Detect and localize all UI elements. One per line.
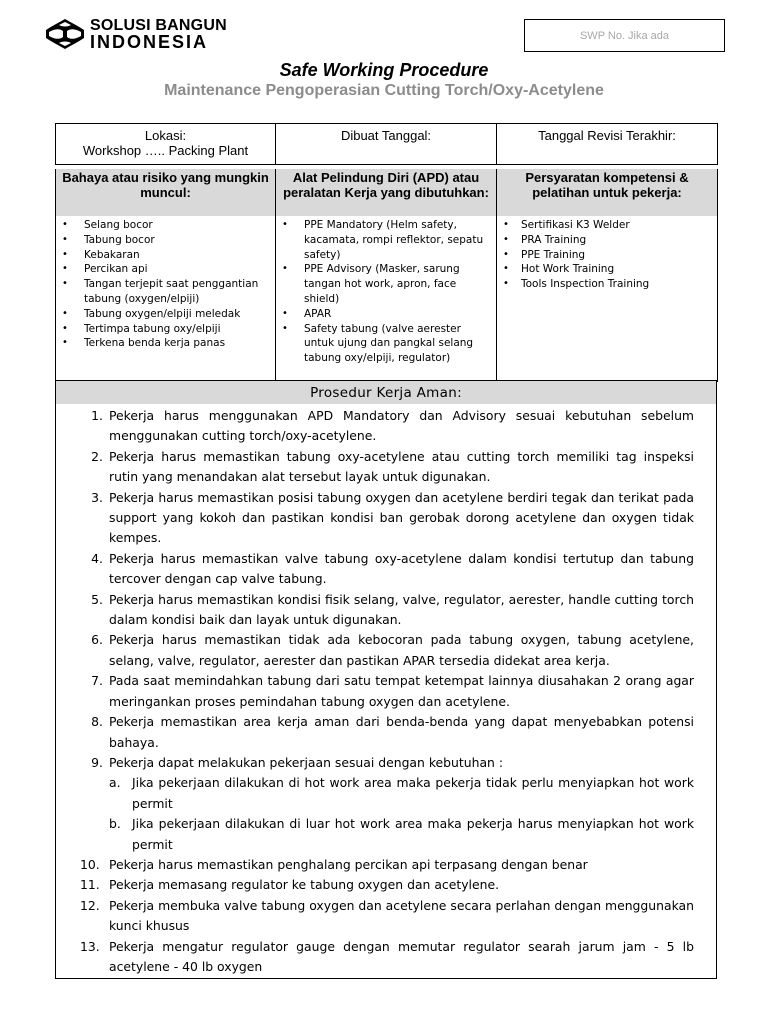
procedure-cell	[56, 381, 717, 979]
page-title: Safe Working Procedure	[279, 60, 489, 80]
list-item: • Percikan api	[60, 262, 271, 277]
list-item: • Selang bocor	[60, 218, 271, 233]
procedure-substep: b. Jika pekerjaan dilakukan di luar hot work area maka pekerja harus menyiapkan hot work permit	[109, 816, 694, 852]
list-item: • Kebakaran	[60, 248, 271, 263]
competency-list	[497, 216, 717, 296]
logo-mark-icon	[44, 17, 86, 51]
procedure-step: 4. Pekerja harus memastikan valve tabung oxy-acetylene dalam kondisi tertutup dan tabung tercover dengan cap valve tabung.	[91, 550, 694, 587]
procedure-step: 1. Pekerja harus menggunakan APD Mandatory dan Advisory sesuai kebutuhan sebelum menggunakan cutting torch/oxy-acetylene.	[91, 408, 694, 444]
procedure-substeps	[109, 773, 694, 855]
dibuat-label: Dibuat Tanggal:	[340, 128, 432, 143]
hazard-list	[56, 216, 275, 355]
procedure-table	[55, 380, 717, 979]
procedure-steps	[56, 404, 716, 977]
list-item: • PPE Advisory (Masker, sarung tangan hot work, apron, face shield)	[280, 262, 492, 306]
revisi-cell	[497, 124, 718, 165]
procedure-step: 8. Pekerja memastikan area kerja aman dari benda-benda yang dapat menyebabkan potensi bahaya.	[91, 714, 694, 750]
procedure-step: 13. Pekerja mengatur regulator gauge dengan memutar regulator searah jarum jam - 5 lb acetylene - 40 lb oxygen	[80, 938, 694, 974]
list-item: • Hot Work Training	[501, 262, 713, 277]
list-item: • PRA Training	[501, 233, 713, 248]
apd-header: Alat Pelindung Diri (APD) atau peralatan Kerja yang dibutuhkan:	[276, 169, 496, 216]
list-item: • Sertifikasi K3 Welder	[501, 218, 713, 233]
brand-line-1: SOLUSI BANGUN	[90, 17, 227, 34]
procedure-step: 3. Pekerja harus memastikan posisi tabung oxygen dan acetylene berdiri tegak dan terikat pada support yang kokoh dan pastikan kondisi ban gerobak dorong acetylene dan oxygen tidak kempes.	[91, 489, 694, 546]
brand-name	[90, 18, 227, 50]
company-logo	[44, 17, 227, 51]
list-item: • PPE Mandatory (Helm safety, kacamata, rompi reflektor, sepatu safety)	[280, 218, 492, 262]
procedure-step: 7. Pada saat memindahkan tabung dari satu tempat ketempat lainnya diusahakan 2 orang agar meringankan proses pemindahan tabung oxygen dan acetylene.	[91, 673, 694, 709]
hazard-header: Bahaya atau risiko yang mungkin muncul:	[56, 169, 275, 216]
competency-header: Persyaratan kompetensi & pelatihan untuk pekerja:	[497, 169, 717, 216]
dibuat-cell	[276, 124, 497, 165]
list-item: • Safety tabung (valve aerester untuk ujung dan pangkal selang tabung oxy/elpiji, regulator)	[280, 322, 492, 366]
list-item: • Tabung oxygen/elpiji meledak	[60, 307, 271, 322]
list-item: • Tools Inspection Training	[501, 277, 713, 292]
apd-column	[276, 169, 497, 381]
procedure-step: 12. Pekerja membuka valve tabung oxygen dan acetylene secara perlahan dengan menggunakan kunci khusus	[80, 897, 694, 934]
list-item: • APAR	[280, 307, 492, 322]
procedure-step: 10. Pekerja harus memastikan penghalang percikan api terpasang dengan benar	[80, 856, 588, 872]
procedure-step: 9. Pekerja dapat melakukan pekerjaan sesuai dengan kebutuhan : a. Jika pekerjaan dilakukan di hot work area maka pekerja tidak perlu menyiapkan hot work permit b. Jika pekerjaan dilakukan di luar hot work area maka pekerja harus menyiapkan hot work permit	[84, 753, 694, 855]
list-item: • PPE Training	[501, 248, 713, 263]
list-item: • Tabung bocor	[60, 233, 271, 248]
lokasi-value: Workshop ….. Packing Plant	[82, 143, 249, 158]
procedure-step: 11. Pekerja memasang regulator ke tabung oxygen dan acetylene.	[80, 877, 500, 893]
lokasi-cell	[56, 124, 276, 165]
list-item: • Tertimpa tabung oxy/elpiji	[60, 322, 271, 337]
procedure-step: 2. Pekerja harus memastikan tabung oxy-acetylene atau cutting torch memiliki tag inspeksi rutin yang menandakan alat tersebut layak untuk digunakan.	[91, 448, 694, 485]
page-subtitle: Maintenance Pengoperasian Cutting Torch/Oxy-Acetylene	[164, 82, 604, 99]
requirements-table	[55, 169, 718, 382]
list-item: • Tangan terjepit saat penggantian tabung (oxygen/elpiji)	[60, 277, 271, 307]
swp-number-box: SWP No. Jika ada	[524, 19, 725, 52]
apd-list	[276, 216, 496, 370]
brand-line-2: INDONESIA	[90, 32, 209, 52]
info-table	[55, 123, 718, 165]
procedure-step: 5. Pekerja harus memastikan kondisi fisik selang, valve, regulator, aerester, handle cutting torch dalam kondisi baik dan layak untuk digunakan.	[91, 591, 694, 628]
hazard-column	[56, 169, 276, 381]
list-item: • Terkena benda kerja panas	[60, 336, 271, 351]
procedure-header: Prosedur Kerja Aman:	[56, 381, 716, 404]
revisi-label: Tanggal Revisi Terakhir:	[538, 128, 676, 143]
lokasi-label: Lokasi:	[144, 128, 187, 143]
procedure-substep: a. Jika pekerjaan dilakukan di hot work area maka pekerja tidak perlu menyiapkan hot work permit	[109, 775, 694, 811]
competency-column	[497, 169, 718, 381]
procedure-step: 6. Pekerja harus memastikan tidak ada kebocoran pada tabung oxygen, tabung acetylene, selang, valve, regulator, aerester dan pastikan APAR tersedia didekat area kerja.	[91, 632, 694, 668]
